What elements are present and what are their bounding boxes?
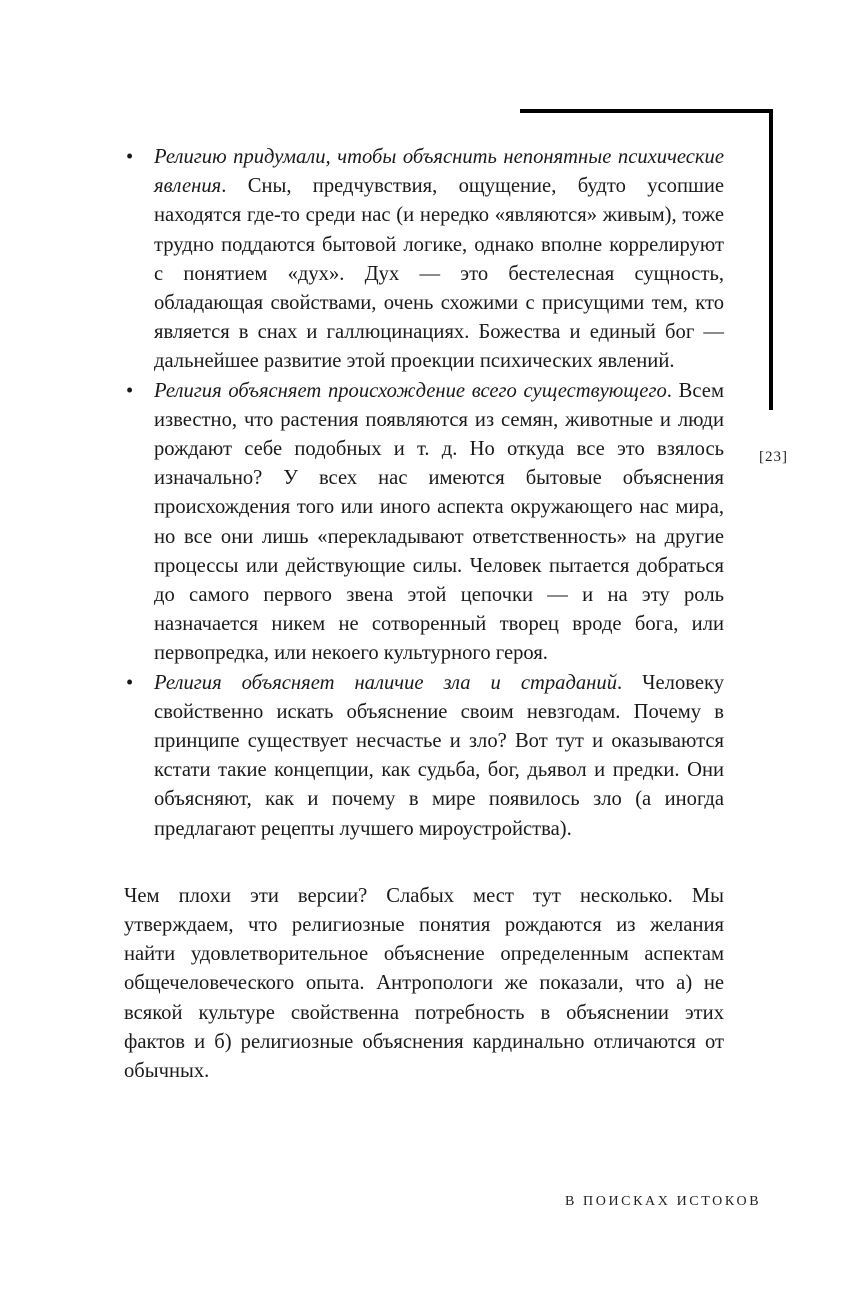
bullet-text: . Сны, предчувствия, ощущение, будто усопшие находятся где-то среди нас (и нередко «являются» живым), тоже трудно поддаются бытовой логике, однако вполне коррелируют с понятием «дух». Дух — это бестелесная сущность, обладающая свойствами, очень схожими с присущими тем, кто является в снах и галлюцинациях. Божества и единый бог — дальнейшее развитие этой проекции психических явлений.	[154, 175, 724, 373]
bullet-list	[124, 143, 724, 844]
bullet-text: . Всем известно, что растения появляются из семян, животные и люди рождают себе подобных и т. д. Но откуда все это взялось изначально? У всех нас имеются бытовые объяснения происхождения того или иного аспекта окружающего нас мира, но все они лишь «перекладывают ответственность» на другие процессы или действующие силы. Человек пытается добраться до самого первого звена этой цепочки — и на эту роль назначается никем не сотворенный творец вроде бога, или первопредка, или некоего культурного героя.	[154, 379, 724, 665]
decorative-frame-right	[769, 109, 773, 410]
bullet-item	[124, 669, 724, 844]
bullet-lead: Религия объясняет происхождение всего существующего	[154, 379, 667, 402]
bullet-text: . Человеку свойственно искать объяснение своим невзгодам. Почему в принципе существует несчастье и зло? Вот тут и оказываются кстати такие концепции, как судьба, бог, дьявол и предки. Они объясняют, как и почему в мире появилось зло (а иногда предлагают рецепты лучшего мироустройства).	[154, 671, 725, 840]
bullet-lead: Религию придумали, чтобы объяснить непонятные психические явления	[154, 146, 724, 198]
page-body	[124, 143, 724, 1086]
bullet-item	[124, 143, 724, 377]
running-head: В ПОИСКАХ ИСТОКОВ	[565, 1194, 762, 1209]
decorative-frame-top	[520, 109, 773, 113]
page-number: [23]	[759, 449, 788, 465]
bullet-item	[124, 377, 724, 669]
body-paragraph: Чем плохи эти версии? Слабых мест тут несколько. Мы утверждаем, что религиозные понятия рождаются из желания найти удовлетворительное объяснение определенным аспектам общечеловеческого опыта. Антропологи же показали, что а) не всякой культуре свойственна потребность в объяснении этих фактов и б) религиозные объяснения кардинально отличаются от обычных.	[124, 884, 724, 1083]
bullet-lead: Религия объясняет наличие зла и страданий	[154, 671, 617, 694]
